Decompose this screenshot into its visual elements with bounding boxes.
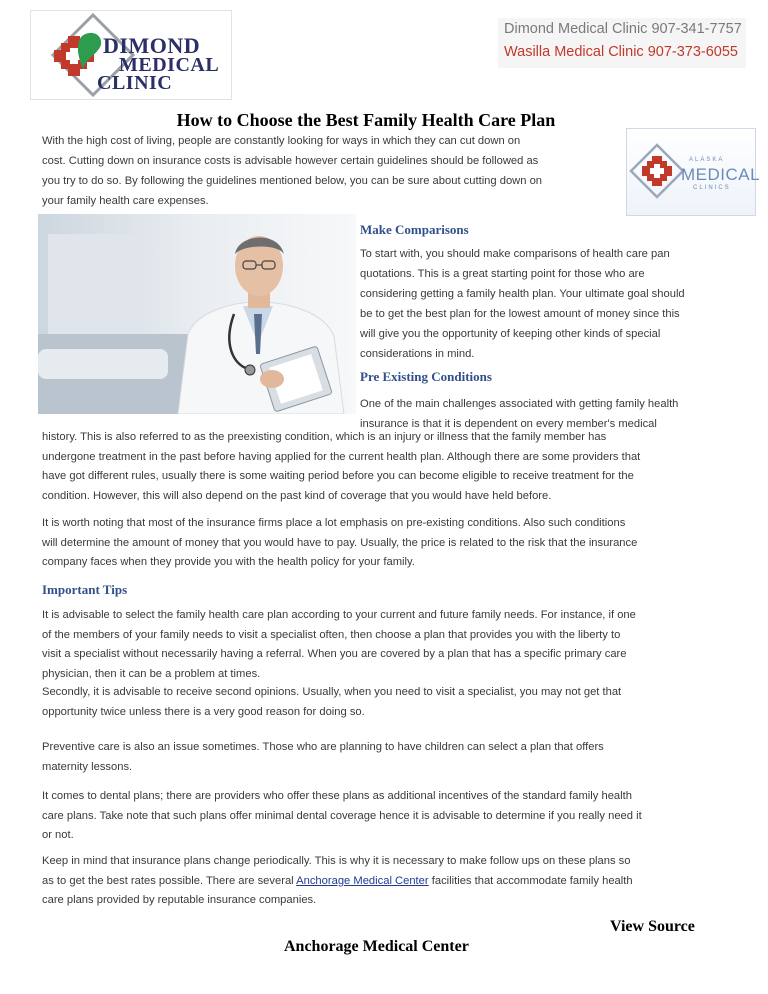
- preexisting-paragraph-wide: [42, 428, 640, 506]
- comparisons-line: considering getting a family health plan. Your ultimate goal should: [360, 288, 685, 300]
- tips-paragraph-2: [42, 683, 621, 722]
- intro-paragraph: [42, 131, 542, 211]
- tips-line: [42, 872, 633, 892]
- intro-line: your family health care expenses.: [42, 195, 209, 207]
- logo-word-medical: MEDICAL: [119, 54, 220, 76]
- preexisting-line: have got different rules, usually there is some waiting period before you can become eligible to receive treatment for the: [42, 470, 634, 482]
- tips-paragraph-5: [42, 852, 633, 911]
- comparisons-line: To start with, you should make comparisons of health care pan: [360, 248, 670, 260]
- comparisons-line: quotations. This is a great starting point for those who are: [360, 268, 645, 280]
- tips-line: It is advisable to select the family health care plan according to your current and future family needs. For instance, if one: [42, 609, 636, 621]
- tips-line: Preventive care is also an issue sometimes. Those who are planning to have children can select a plan that offers: [42, 741, 604, 753]
- comparisons-paragraph: [360, 244, 685, 364]
- preexisting-line: company faces when they provide you with the health policy for your family.: [42, 556, 415, 568]
- heading-important-tips: Important Tips: [42, 582, 128, 597]
- tips-line: care plans. Take note that such plans offer minimal dental coverage hence it is advisable to determine if you really need it: [42, 809, 642, 822]
- alaska-medical-logo: [626, 128, 761, 216]
- tips-text: facilities that accommodate family health: [428, 874, 633, 887]
- preexisting-paragraph-2: [42, 514, 637, 573]
- comparisons-line: considerations in mind.: [360, 348, 475, 360]
- tips-line: of the members of your family needs to visit a specialist often, then choose a plan that provides you with the liberty to: [42, 628, 621, 641]
- anchorage-medical-center-footer-link[interactable]: Anchorage Medical Center: [284, 938, 469, 955]
- tips-line: It comes to dental plans; there are providers who offer these plans as additional incentives of the standard family health: [42, 790, 632, 802]
- clinic-phones: [498, 18, 746, 68]
- tips-text: as to get the best rates possible. There are several: [42, 874, 297, 887]
- intro-line: cost. Cutting down on insurance costs is advisable however certain guidelines should be followed as: [42, 155, 539, 167]
- anchorage-medical-center-link[interactable]: Anchorage Medical Center: [296, 874, 429, 887]
- preexisting-line: history. This is also referred to as the preexisting condition, which is an injury or illness that the family member has: [42, 431, 607, 443]
- tips-line: physician, then it can be a problem at times.: [42, 667, 261, 680]
- preexisting-line: undergone treatment in the past before having applied for the current health plan. Although there are some providers that: [42, 450, 641, 463]
- tips-line: care plans provided by reputable insurance companies.: [42, 894, 317, 906]
- preexisting-line: will determine the amount of money that you would have to pay. Usually, the price is related to the risk that the insurance: [42, 536, 638, 549]
- preexisting-line: insurance is that it is dependent on every member's medical: [360, 418, 657, 430]
- tips-paragraph-4: [42, 787, 642, 846]
- tips-paragraph-3: [42, 738, 604, 777]
- preexisting-line: One of the main challenges associated with getting family health: [360, 398, 679, 410]
- preexisting-line: It is worth noting that most of the insurance firms place a lot emphasis on pre-existing conditions. Also such conditions: [42, 517, 626, 529]
- preexisting-line: condition. However, this will also depend on the past kind of coverage that you would have held before.: [42, 489, 552, 502]
- tips-paragraph-1: [42, 606, 636, 684]
- intro-line: With the high cost of living, people are constantly looking for ways in which they can cut down on: [42, 135, 521, 147]
- tips-line: visit a specialist without necessarily having a referral. When you are covered by a plan that has a specific primary care: [42, 648, 627, 660]
- alaska-logo-bottom: CLINICS: [693, 185, 731, 191]
- page-title: How to Choose the Best Family Health Care Plan: [176, 110, 556, 130]
- logo-word-clinic: CLINIC: [97, 72, 173, 94]
- doctor-photo: [38, 214, 356, 414]
- comparisons-line: be to get the best plan for the lowest amount of money since this: [360, 308, 680, 320]
- phone-wasilla: Wasilla Medical Clinic 907-373-6055: [504, 44, 738, 60]
- doctor-photo-icon: [38, 214, 356, 414]
- intro-line: you try to do so. By following the guidelines mentioned below, you can be sure about cutting down on: [42, 175, 543, 187]
- dimond-logo: [30, 10, 232, 100]
- tips-line: opportunity twice unless there is a very good reason for doing so.: [42, 705, 365, 718]
- logo-word-dimond: DIMOND: [103, 33, 201, 58]
- tips-line: maternity lessons.: [42, 760, 133, 773]
- comparisons-line: will give you the opportunity of keeping other kinds of special: [360, 328, 661, 340]
- tips-line: or not.: [42, 829, 74, 841]
- phone-dimond: Dimond Medical Clinic 907-341-7757: [504, 21, 742, 37]
- heading-pre-existing-conditions: Pre Existing Conditions: [360, 369, 492, 384]
- tips-line: Keep in mind that insurance plans change periodically. This is why it is necessary to make follow ups on these plans so: [42, 855, 631, 867]
- view-source-link[interactable]: View Source: [610, 918, 695, 935]
- tips-line: Secondly, it is advisable to receive second opinions. Usually, when you need to visit a specialist, you may not get that: [42, 686, 622, 698]
- alaska-logo-word: MEDICAL: [681, 165, 761, 184]
- alaska-logo-top: ALASKA: [689, 157, 725, 163]
- heading-make-comparisons: Make Comparisons: [360, 222, 469, 237]
